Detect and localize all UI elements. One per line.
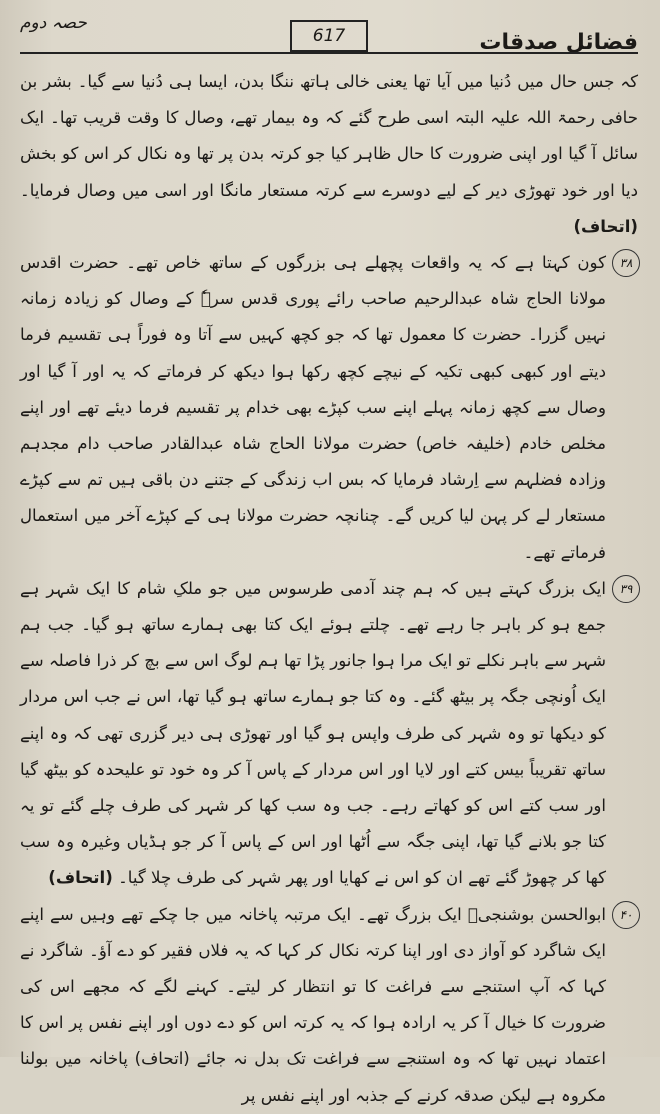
source-reference: (اتحاف): [573, 216, 638, 236]
paragraph-text: کہ جس حال میں دُنیا میں آیا تھا یعنی خالی ہاتھ ننگا بدن، ایسا ہی دُنیا سے گیا۔ بشر بن حافی رحمۃ اللہ علیہ البتہ اسی طرح گئے کہ وہ بیمار تھے، وصال کا وقت قریب تھا۔ ایک سائل آ گیا اور اپنی ضرورت کا حال ظاہر کیا جو کرتہ بدن پر تھا وہ نکال کر اس کو بخش دیا اور خود تھوڑی دیر کے لیے دوسرے سے کرتہ مستعار مانگا اور اسی میں وصال فرمایا۔: [20, 72, 638, 200]
header-divider: [20, 52, 638, 54]
paragraph-38: [20, 245, 638, 571]
paragraph-39: [20, 571, 638, 897]
source-reference: (اتحاف): [48, 868, 113, 888]
paragraph-continued: [20, 64, 638, 245]
page-number: 617: [290, 20, 368, 52]
book-title: فضائل صدقات: [479, 30, 638, 55]
paragraph-number: ۳۸: [612, 249, 640, 277]
page-body: [20, 64, 638, 1105]
paragraph-text: ابوالحسن بوشنجیؒ ایک بزرگ تھے۔ ایک مرتبہ پاخانہ میں جا چکے تھے وہیں سے اپنے ایک شاگرد کو آواز دی اور اپنا کرتہ نکال کر کہا کہ یہ فلاں فقیر کو دے آؤ۔ شاگرد نے کہا کہ آپ استنجے سے فراغت کا تو انتظار کر لیتے۔ کہنے لگے کہ مجھے اس کی ضرورت کا خیال آ کر یہ ارادہ ہوا کہ یہ کرتہ اس کو دے دوں اور اپنے نفس پر اس کا اعتماد نہیں تھا کہ وہ استنجے سے فراغت تک بدل نہ جائے (اتحاف) پاخانہ میں بولنا مکروہ ہے لیکن صدقہ کرنے کے جذبہ اور اپنے نفس پر: [20, 904, 606, 1105]
page-header: [0, 0, 660, 58]
paragraph-number: ۴۰: [612, 901, 640, 929]
paragraph-text: کون کہتا ہے کہ یہ واقعات پچھلے ہی بزرگوں کے ساتھ خاص تھے۔ حضرت اقدس مولانا الحاج شاہ عبدالرحیم صاحب رائے پوری قدس سرہٗ کے وصال کو زیادہ زمانہ نہیں گزرا۔ حضرت کا معمول تھا کہ جو کچھ کہیں سے آتا وہ فوراً ہی تقسیم فرما دیتے اور کبھی کبھی تکیہ کے نیچے کچھ رکھا ہوا دیکھ کر فرماتے کہ یہ اور آ گیا اور وصال سے کچھ زمانہ پہلے اپنے سب کپڑے بھی خدام پر تقسیم فرما دیئے تھے اور اپنے مخلص خادم (خلیفہ خاص) حضرت مولانا الحاج شاہ عبدالقادر صاحب دام مجدہم وزادہ فضلہم سے اِرشاد فرمایا کہ بس اب زندگی کے جتنے دن باقی ہیں تم سے کپڑے مستعار لے کر پہن لیا کریں گے۔ چنانچہ حضرت مولانا ہی کے کپڑے آخر میں استعمال فرماتے تھے۔: [20, 253, 606, 562]
part-label: حصہ دوم: [20, 13, 87, 33]
paragraph-text: ایک بزرگ کہتے ہیں کہ ہم چند آدمی طرسوس میں جو ملکِ شام کا ایک شہر ہے جمع ہو کر باہر جا رہے تھے۔ چلتے ہوئے ایک کتا بھی ہمارے ساتھ ہو گیا۔ جب ہم شہر سے باہر نکلے تو ایک مرا ہوا جانور پڑا تھا ہم لوگ اس سے بچ کر ذرا فاصلہ سے ایک اُونچی جگہ پر بیٹھ گئے۔ وہ کتا جو ہمارے ساتھ ہو گیا تھا، اس نے جب اس مردار کو دیکھا تو وہ شہر کی طرف واپس ہو گیا اور تھوڑی ہی دیر گزری تھی کہ وہ اپنے ساتھ تقریباً بیس کتے اور لایا اور اس مردار کے پاس آ کر وہ خود تو علیحدہ کو بیٹھ گیا اور سب کتے اس کو کھاتے رہے۔ جب وہ سب کھا کر شہر کی طرف چلے گئے تو یہ کتا جو بلانے گیا تھا، اپنی جگہ سے اُٹھا اور اس کے پاس آ کر جو ہڈیاں وغیرہ وہ سب کھا کر چھوڑ گئے تھے ان کو اس نے کھایا اور پھر شہر کی طرف چلا گیا۔: [20, 578, 606, 888]
paragraph-40: [20, 897, 638, 1114]
paragraph-number: ۳۹: [612, 575, 640, 603]
